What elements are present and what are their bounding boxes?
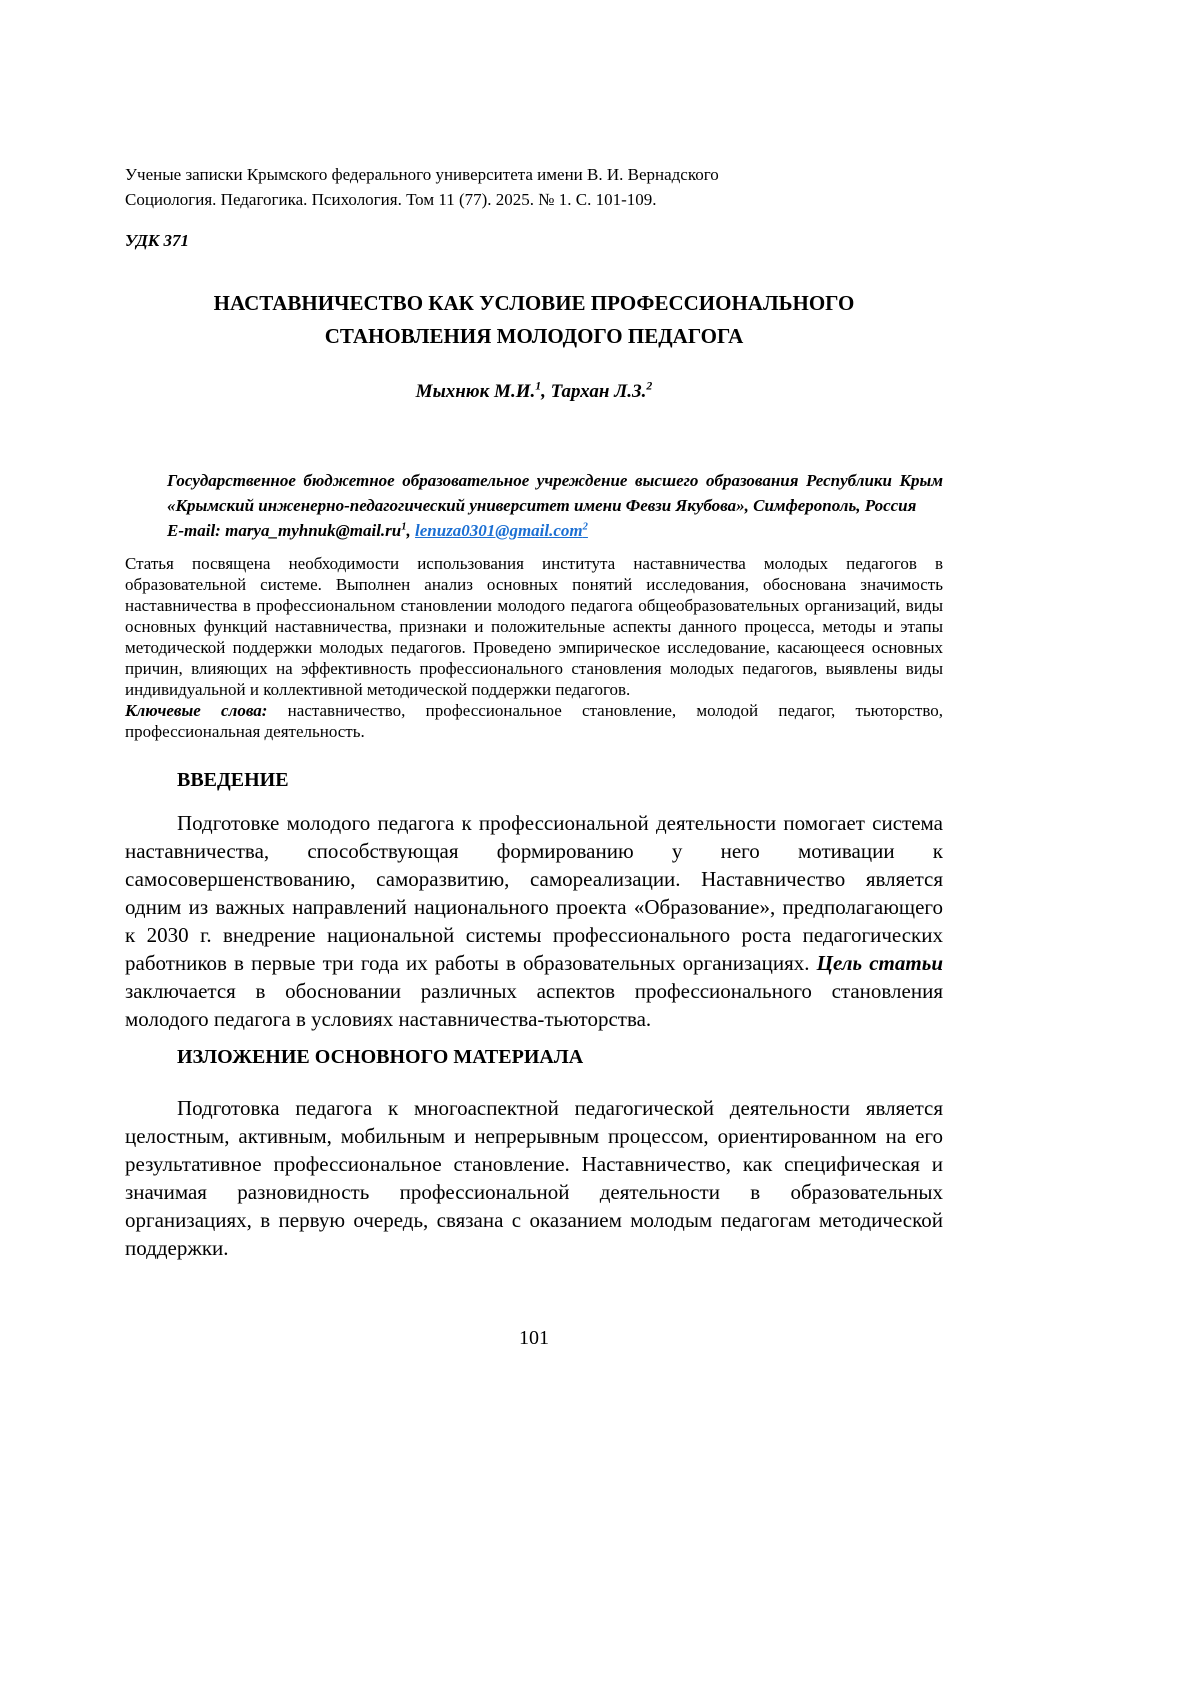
authors-line bbox=[125, 379, 943, 404]
page-number: 101 bbox=[519, 1327, 549, 1349]
email-2-link[interactable] bbox=[415, 521, 588, 540]
journal-line-2: Социология. Педагогика. Психология. Том 11 (77). 2025. № 1. С. 101-109. bbox=[125, 190, 657, 209]
section-heading-main: ИЗЛОЖЕНИЕ ОСНОВНОГО МАТЕРИАЛА bbox=[177, 1046, 584, 1068]
intro-text-after-goal: заключается в обосновании различных аспектов профессионального становления молодого педагога в условиях наставничества-тьюторства. bbox=[125, 979, 943, 1031]
email-separator: , bbox=[406, 521, 416, 540]
article-title bbox=[125, 287, 943, 353]
email-1: marya_myhnuk@mail.ru bbox=[225, 521, 402, 540]
email-line bbox=[167, 518, 943, 543]
title-line-2: СТАНОВЛЕНИЯ МОЛОДОГО ПЕДАГОГА bbox=[324, 324, 744, 348]
journal-line-1: Ученые записки Крымского федерального университета имени В. И. Вернадского bbox=[125, 165, 719, 184]
keywords-line bbox=[125, 700, 943, 742]
authors-separator: , bbox=[541, 381, 551, 402]
email-label: E-mail: bbox=[167, 521, 226, 540]
intro-text-before-goal: Подготовке молодого педагога к профессиональной деятельности помогает система наставничества, способствующая формированию у него мотивации к самосовершенствованию, саморазвитию, самореализации. Наставничество является одним из важных направлений национального проекта «Образование», предполагающего к 2030 г. внедрение национальной системы профессионального роста педагогических работников в первые три года их работы в образовательных организациях. bbox=[125, 811, 943, 975]
journal-header bbox=[125, 162, 943, 212]
affiliation-text: Государственное бюджетное образовательное учреждение высшего образования Республики Крым «Крымский инженерно-педагогический университет имени Февзи Якубова», Симферополь, Россия bbox=[167, 471, 943, 515]
goal-label: Цель статьи bbox=[816, 951, 943, 975]
intro-paragraph bbox=[125, 809, 943, 1033]
main-paragraph: Подготовка педагога к многоаспектной педагогической деятельности является целостным, активным, мобильным и непрерывным процессом, ориентированном на его результативное профессиональное становление. Наставничество, как специфическая и значимая разновидность профессиональной деятельности в образовательных организациях, в первую очередь, связана с оказанием молодым педагогам методической поддержки. bbox=[125, 1096, 943, 1260]
email-2-superscript[interactable]: 2 bbox=[582, 521, 588, 533]
abstract-text: Статья посвящена необходимости использования института наставничества молодых педагогов в образовательной системе. Выполнен анализ основных понятий исследования, обоснована значимость наставничества в профессиональном становлении молодого педагога общеобразовательных организаций, виды основных функций наставничества, признаки и положительные аспекты данного процесса, методы и этапы методической поддержки молодых педагогов. Проведено эмпирическое исследование, касающееся основных причин, влияющих на эффективность профессионального становления молодых педагогов, выявлены виды индивидуальной и коллективной методической поддержки педагогов. bbox=[125, 554, 943, 699]
email-2[interactable]: lenuza0301@gmail.com bbox=[415, 521, 583, 540]
keywords-text: наставничество, профессиональное становление, молодой педагог, тьюторство, профессиональная деятельность. bbox=[125, 701, 943, 741]
section-heading-introduction: ВВЕДЕНИЕ bbox=[177, 769, 289, 791]
author-2-superscript: 2 bbox=[646, 379, 653, 393]
keywords-label: Ключевые слова: bbox=[125, 701, 268, 720]
author-2: Тархан Л.З. bbox=[550, 381, 647, 402]
email-1-superscript: 1 bbox=[401, 521, 407, 533]
author-1-superscript: 1 bbox=[535, 379, 542, 393]
title-line-1: НАСТАВНИЧЕСТВО КАК УСЛОВИЕ ПРОФЕССИОНАЛЬНОГО bbox=[213, 291, 855, 315]
author-1: Мыхнюк М.И. bbox=[415, 381, 536, 402]
page-content bbox=[125, 0, 943, 1262]
udc-label: УДК 371 bbox=[125, 231, 190, 250]
